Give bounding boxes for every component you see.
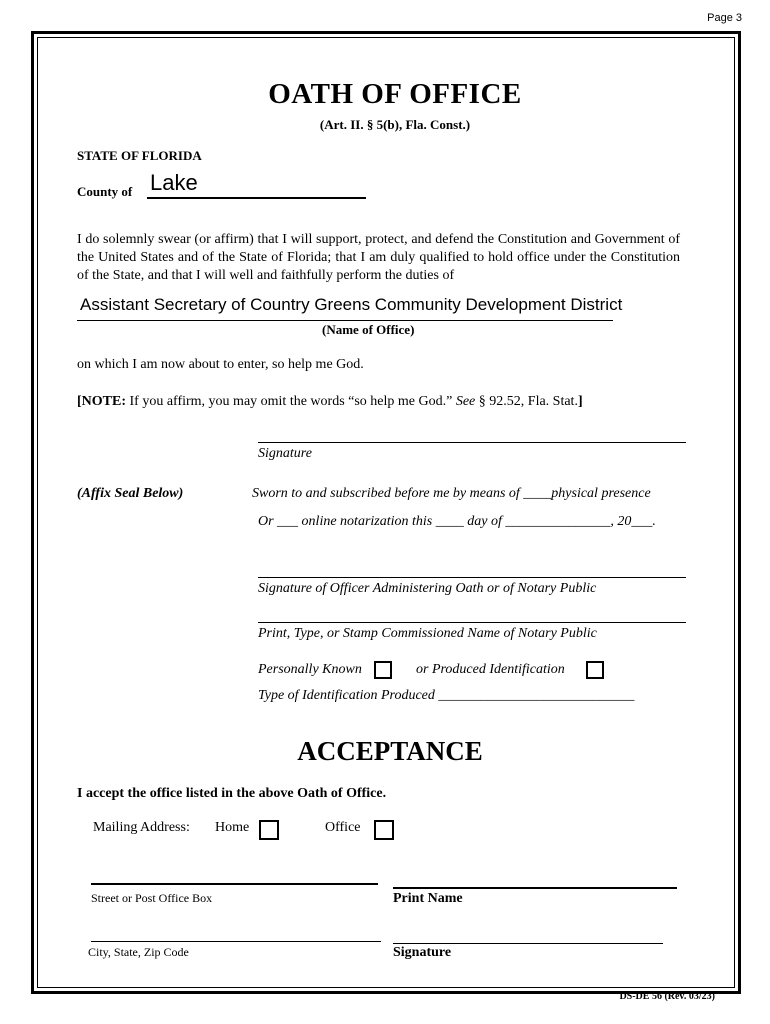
state-label: STATE OF FLORIDA: [77, 148, 202, 163]
city-label: City, State, Zip Code: [88, 945, 189, 959]
acceptance-title: ACCEPTANCE: [297, 736, 483, 766]
form-id: DS-DE 56 (Rev. 03/23): [619, 991, 715, 1002]
mailing-address-label: Mailing Address:: [93, 820, 190, 835]
page-number: Page 3: [707, 12, 742, 24]
note-label: [NOTE:: [77, 394, 126, 409]
notary-signature-label: Signature of Officer Administering Oath or of Notary Public: [258, 581, 597, 596]
enter-statement: on which I am now about to enter, so help me God.: [77, 357, 364, 372]
county-field[interactable]: Lake: [150, 170, 198, 195]
note: [77, 394, 583, 410]
notary-signature-line[interactable]: [258, 577, 686, 578]
print-name-line[interactable]: [393, 887, 677, 889]
produced-id-label: or Produced Identification: [416, 662, 565, 677]
personally-known-label: Personally Known: [258, 662, 362, 677]
home-label: Home: [215, 820, 250, 835]
print-name-label: Print Name: [393, 891, 463, 906]
office-underline: [77, 320, 613, 321]
accept-statement: I accept the office listed in the above Oath of Office.: [77, 786, 387, 801]
inner-border: [37, 37, 735, 988]
office-name-field[interactable]: Assistant Secretary of Country Greens Community Development District: [80, 295, 623, 314]
constitution-citation: (Art. II. § 5(b), Fla. Const.): [319, 117, 471, 132]
office-caption: (Name of Office): [322, 322, 415, 337]
note-text: If you affirm, you may omit the words “so help me God.”: [126, 394, 456, 409]
home-checkbox[interactable]: [259, 820, 279, 840]
county-underline: [147, 197, 366, 199]
affix-seal-label: (Affix Seal Below): [77, 486, 184, 501]
sworn-line-1: Sworn to and subscribed before me by means of ____physical presence: [252, 486, 651, 501]
notary-name-label: Print, Type, or Stamp Commissioned Name of Notary Public: [258, 626, 597, 641]
sworn-line-2: Or ___ online notarization this ____ day of _______________, 20___.: [258, 514, 656, 529]
county-label: County of: [77, 184, 133, 199]
acceptance-signature-label: Signature: [393, 945, 452, 960]
page-title: OATH OF OFFICE: [268, 78, 522, 110]
signature-line[interactable]: [258, 442, 686, 443]
produced-id-checkbox[interactable]: [586, 661, 604, 679]
office-label: Office: [325, 820, 361, 835]
note-close: ]: [577, 394, 583, 409]
street-label: Street or Post Office Box: [91, 891, 213, 905]
note-see: See: [455, 394, 476, 409]
city-line[interactable]: [91, 941, 381, 942]
oath-paragraph: I do solemnly swear (or affirm) that I will support, protect, and defend the Constitution and Government of the United States and of the State of Florida; that I am duly qualified to hold office under the Constitution of the State, and that I will well and faithfully perform the duties of: [77, 232, 680, 283]
acceptance-signature-line[interactable]: [393, 943, 663, 944]
note-cite: § 92.52, Fla. Stat.: [475, 394, 578, 409]
street-line[interactable]: [91, 883, 378, 885]
signature-label: Signature: [258, 446, 312, 461]
office-checkbox[interactable]: [374, 820, 394, 840]
type-id-label: Type of Identification Produced ____________________________: [258, 688, 635, 703]
notary-name-line[interactable]: [258, 622, 686, 623]
personally-known-checkbox[interactable]: [374, 661, 392, 679]
